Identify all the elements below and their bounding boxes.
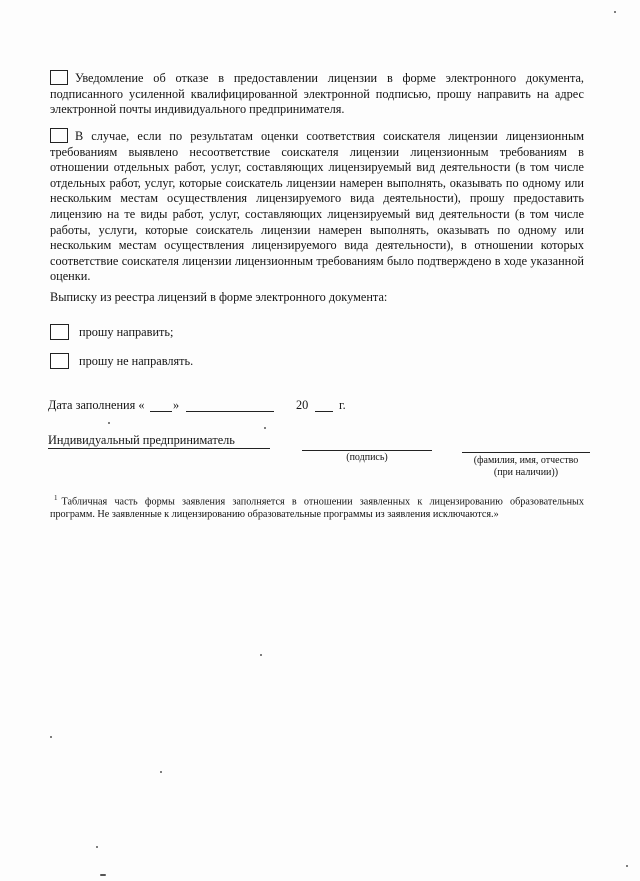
signer-role-underline bbox=[48, 448, 270, 449]
option-not-send-label: прошу не направлять. bbox=[79, 354, 194, 368]
signature-caption: (подпись) bbox=[346, 452, 388, 463]
fill-date-label: Дата заполнения « bbox=[48, 398, 145, 412]
footnote bbox=[50, 492, 584, 522]
footnote-text: Табличная часть формы заявления заполняется в отношении заявленных к лицензированию образовательных программ. Не заявленные к лицензированию образовательные программы из заявления исключаются.» bbox=[50, 496, 584, 520]
scan-speck bbox=[264, 427, 266, 429]
assessment-checkbox[interactable] bbox=[50, 128, 68, 143]
fill-date-year-field[interactable] bbox=[315, 411, 333, 412]
fill-date-year-suffix: г. bbox=[339, 398, 346, 412]
signature-field[interactable] bbox=[302, 450, 432, 451]
option-not-send[interactable] bbox=[50, 353, 193, 369]
full-name-caption-line2: (при наличии)) bbox=[493, 467, 559, 478]
scan-speck bbox=[50, 736, 52, 738]
scan-speck bbox=[96, 846, 98, 848]
scan-speck bbox=[108, 422, 110, 424]
fill-date-close-quote: » bbox=[173, 398, 180, 412]
footnote-mark: 1 bbox=[54, 494, 58, 502]
option-send-checkbox[interactable] bbox=[50, 324, 69, 340]
full-name-caption-line1: (фамилия, имя, отчество bbox=[473, 455, 579, 466]
notice-refusal-checkbox[interactable] bbox=[50, 70, 68, 85]
scan-speck bbox=[160, 771, 162, 773]
scan-speck bbox=[614, 11, 616, 13]
option-send[interactable] bbox=[50, 324, 173, 340]
option-not-send-checkbox[interactable] bbox=[50, 353, 69, 369]
scan-speck bbox=[260, 654, 262, 656]
assessment-text: В случае, если по результатам оценки соответствия соискателя лицензии лицензионным требованиям выявлено несоответствие соискателя лицензии лицензионным требованиям в отношении отдельных работ, услуг, составляющих лицензируемый вид деятельности (в том числе отдельных работ, услуг, которые соискатель лицензии намерен выполнять, оказывать по одному или нескольким местам осуществления лицензируемого вида деятельности), прошу предоставить лицензию на те виды работ, услуг, составляющих лицензируемый вид деятельности (в том числе работы, услуги, которые соискатель лицензии намерен выполнять, оказывать по одному или нескольким местам осуществления лицензируемого вида деятельности), в отношении которых соответствие соискателя лицензии лицензионным требованиям было подтверждено в ходе указанной оценки. bbox=[50, 129, 584, 284]
fill-date-day-field[interactable] bbox=[150, 411, 172, 412]
scan-speck bbox=[626, 865, 628, 867]
scan-speck bbox=[100, 874, 106, 876]
assessment-paragraph bbox=[50, 128, 584, 285]
fill-date-month-field[interactable] bbox=[186, 411, 274, 412]
notice-refusal-paragraph bbox=[50, 70, 584, 118]
fill-date-year-prefix: 20 bbox=[296, 398, 309, 412]
option-send-label: прошу направить; bbox=[79, 325, 174, 339]
signer-role: Индивидуальный предприниматель bbox=[48, 433, 235, 447]
full-name-field[interactable] bbox=[462, 452, 590, 453]
notice-refusal-text: Уведомление об отказе в предоставлении лицензии в форме электронного документа, подписанного усиленной квалифицированной электронной подписью, прошу направить на адрес электронной почты индивидуального предпринимателя. bbox=[50, 71, 584, 117]
registry-extract-label: Выписку из реестра лицензий в форме электронного документа: bbox=[50, 290, 388, 304]
